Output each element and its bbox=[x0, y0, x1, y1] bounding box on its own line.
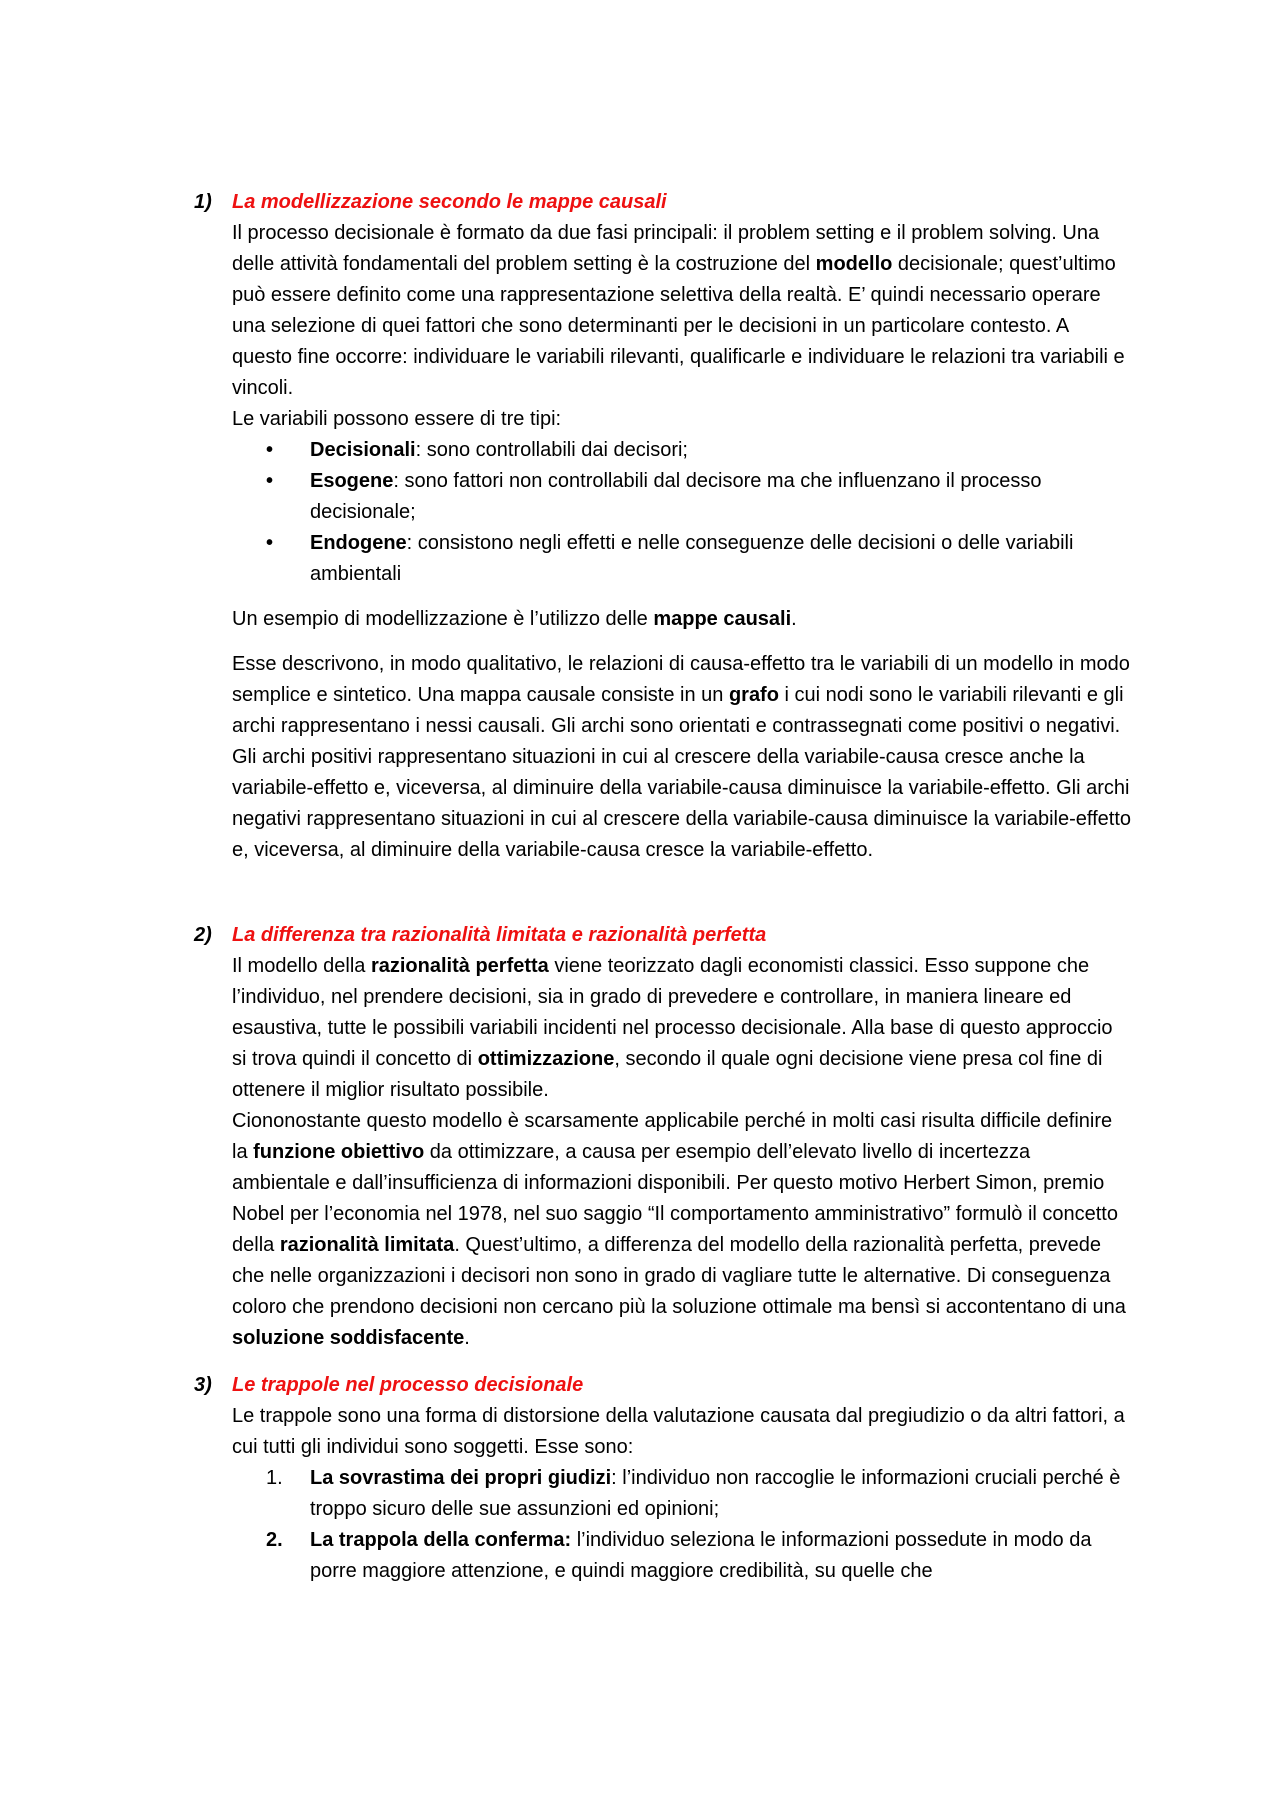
text-run: i cui nodi sono le variabili rilevanti e gli archi rappresentano i nessi causali. Gli archi sono orientati e contrassegnati come positivi o negativi. Gli archi positivi rappresentano situazioni in cui al crescere della variabile-causa cresce anche la variabile-effetto e, viceversa, al diminuire della variabile-causa diminuisce la variabile-effetto. Gli archi negativi rappresentano situazioni in cui al crescere della variabile-causa diminuisce la variabile-effetto e, viceversa, al diminuire della variabile-causa cresce la variabile-effetto. bbox=[232, 684, 1132, 861]
list-item bbox=[266, 1463, 1132, 1525]
text-run: Esse descrivono, in modo qualitativo, le relazioni di causa-effetto tra le variabili di un modello in modo semplice e sintetico. Una mappa causale consiste in un bbox=[232, 653, 1130, 706]
paragraph bbox=[232, 604, 1132, 635]
bold-term: Esogene bbox=[310, 470, 394, 492]
bold-term: Decisionali bbox=[310, 439, 416, 461]
text-run: l’individuo seleziona le informazioni possedute in modo da porre maggiore attenzione, e quindi maggiore credibilità, su quelle che bbox=[310, 1529, 1092, 1582]
bold-term: razionalità limitata bbox=[279, 1234, 455, 1256]
text-run: Un esempio di modellizzazione è l’utilizzo delle bbox=[232, 608, 654, 630]
bold-term: grafo bbox=[728, 684, 779, 706]
text-run: . Quest’ultimo, a differenza del modello della razionalità perfetta, prevede che nelle organizzazioni i decisori non sono in grado di vagliare tutte le alternative. Di conseguenza coloro che prendono decisioni non cercano più la soluzione ottimale ma bensì si accontentano di una bbox=[232, 1234, 1126, 1318]
section-2 bbox=[194, 920, 1132, 1354]
list-item bbox=[266, 1525, 1132, 1587]
section-number: 1) bbox=[194, 191, 212, 213]
bold-term: soluzione soddisfacente bbox=[232, 1327, 465, 1349]
paragraph bbox=[232, 951, 1132, 1106]
list-item bbox=[310, 528, 1132, 590]
section-3 bbox=[194, 1370, 1132, 1587]
list-marker: 1. bbox=[266, 1467, 283, 1489]
traps-list bbox=[232, 1463, 1132, 1587]
section-title: La modellizzazione secondo le mappe causali bbox=[232, 191, 667, 213]
variables-list bbox=[232, 435, 1132, 590]
section-number: 3) bbox=[194, 1374, 212, 1396]
text-run: da ottimizzare, a causa per esempio dell’elevato livello di incertezza ambientale e dall’insufficienza di informazioni disponibili. Per questo motivo Herbert Simon, premio Nobel per l’economia nel 1978, nel suo saggio “Il comportamento amministrativo” formulò il concetto della bbox=[232, 1141, 1118, 1256]
bold-term: La sovrastima dei propri giudizi bbox=[310, 1467, 612, 1489]
bold-term: razionalità perfetta bbox=[370, 955, 549, 977]
paragraph bbox=[232, 218, 1132, 404]
bold-term: ottimizzazione bbox=[477, 1048, 615, 1070]
list-item bbox=[310, 466, 1132, 528]
text-run: . bbox=[791, 608, 797, 630]
list-marker: 2. bbox=[266, 1529, 283, 1551]
text-run: : consistono negli effetti e nelle conseguenze delle decisioni o delle variabili ambientali bbox=[310, 532, 1074, 585]
document-page bbox=[194, 187, 1132, 1587]
paragraph: Le variabili possono essere di tre tipi: bbox=[232, 408, 562, 430]
paragraph: Le trappole sono una forma di distorsione della valutazione causata dal pregiudizio o da altri fattori, a cui tutti gli individui sono soggetti. Esse sono: bbox=[232, 1405, 1125, 1458]
section-1 bbox=[194, 187, 1132, 866]
text-run: : sono controllabili dai decisori; bbox=[415, 439, 688, 461]
bold-term: La trappola della conferma: bbox=[310, 1529, 572, 1551]
bold-term: Endogene bbox=[310, 532, 407, 554]
text-run: : sono fattori non controllabili dal decisore ma che influenzano il processo decisionale; bbox=[310, 470, 1042, 523]
section-number: 2) bbox=[194, 924, 212, 946]
bold-term: funzione obiettivo bbox=[253, 1141, 425, 1163]
bold-term: mappe causali bbox=[653, 608, 792, 630]
text-run: . bbox=[464, 1327, 470, 1349]
text-run: Ciononostante questo modello è scarsamente applicabile perché in molti casi risulta difficile definire la bbox=[232, 1110, 1113, 1163]
paragraph bbox=[232, 1106, 1132, 1354]
section-title: Le trappole nel processo decisionale bbox=[232, 1374, 584, 1396]
bold-term: modello bbox=[815, 253, 893, 275]
text-run: Il modello della bbox=[232, 955, 371, 977]
list-item bbox=[310, 435, 1132, 466]
text-run: viene teorizzato dagli economisti classici. Esso suppone che l’individuo, nel prendere decisioni, sia in grado di prevedere e controllare, in maniera lineare ed esaustiva, tutte le possibili variabili incidenti nel processo decisionale. Alla base di questo approccio si trova quindi il concetto di bbox=[232, 955, 1113, 1070]
text-run: decisionale; quest’ultimo può essere definito come una rappresentazione selettiva della realtà. E’ quindi necessario operare una selezione di quei fattori che sono determinanti per le decisioni in un particolare contesto. A questo fine occorre: individuare le variabili rilevanti, qualificarle e individuare le relazioni tra variabili e vincoli. bbox=[232, 253, 1125, 399]
text-run: Il processo decisionale è formato da due fasi principali: il problem setting e il problem solving. Una delle attività fondamentali del problem setting è la costruzione del bbox=[232, 222, 1100, 275]
text-run: , secondo il quale ogni decisione viene presa col fine di ottenere il miglior risultato possibile. bbox=[232, 1048, 1103, 1101]
section-title: La differenza tra razionalità limitata e razionalità perfetta bbox=[232, 924, 767, 946]
paragraph bbox=[232, 649, 1132, 866]
text-run: : l’individuo non raccoglie le informazioni cruciali perché è troppo sicuro delle sue assunzioni ed opinioni; bbox=[310, 1467, 1121, 1520]
